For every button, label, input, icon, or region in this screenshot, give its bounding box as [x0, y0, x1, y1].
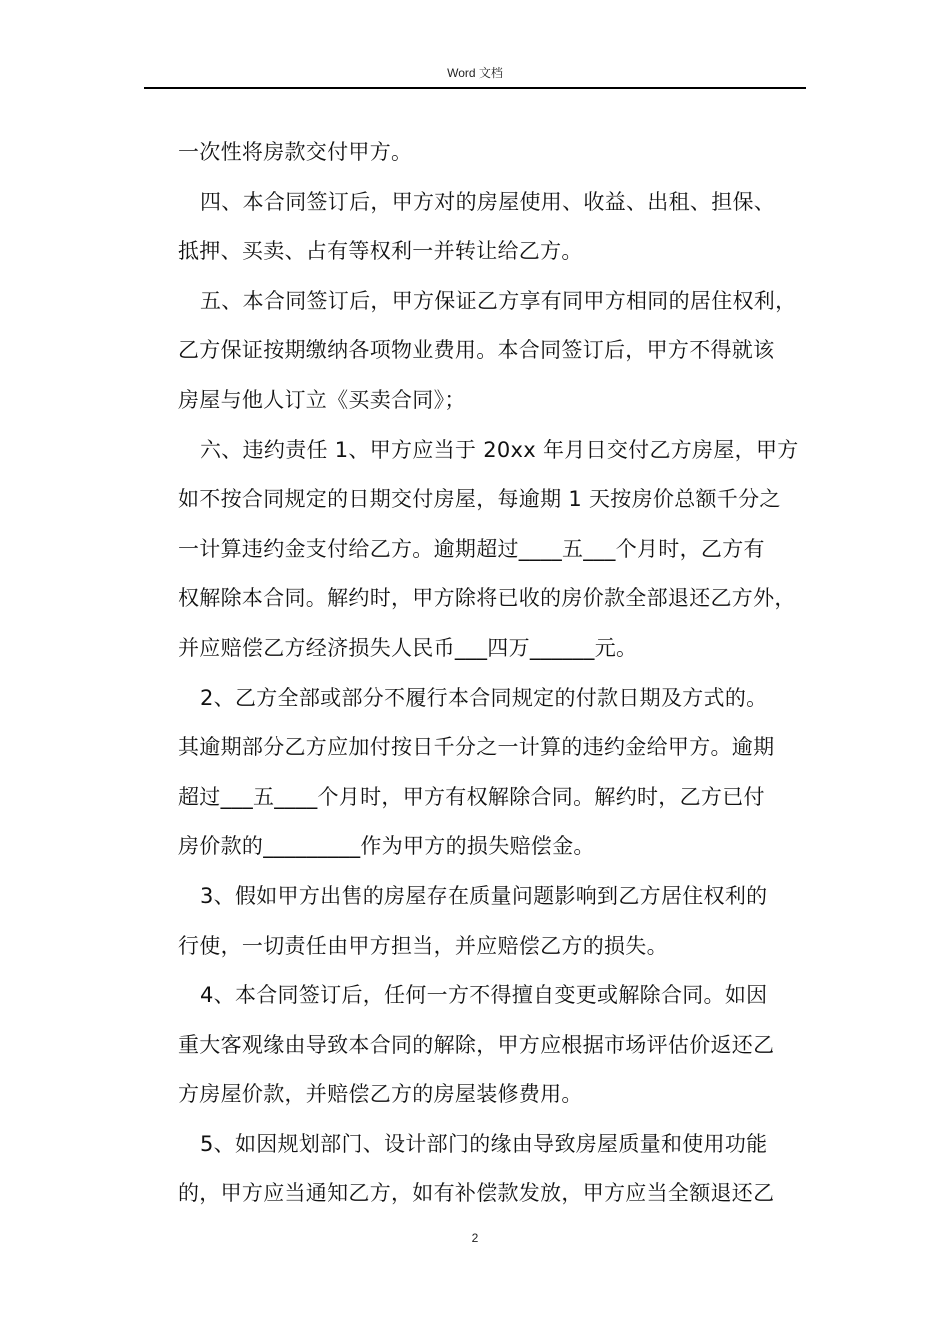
text-line: 3、假如甲方出售的房屋存在质量问题影响到乙方居住权利的 — [200, 883, 768, 908]
document-body — [178, 128, 818, 1219]
text-line: 行使，一切责任由甲方担当，并应赔偿乙方的损失。 — [178, 933, 668, 958]
text-line: 五、本合同签订后，甲方保证乙方享有同甲方相同的居住权利， — [200, 288, 797, 313]
text-line: 5、如因规划部门、设计部门的缘由导致房屋质量和使用功能 — [200, 1131, 768, 1156]
text-line: 4、本合同签订后，任何一方不得擅自变更或解除合同。如因 — [200, 983, 768, 1008]
page-header: Word 文档 — [447, 66, 503, 80]
page-number: 2 — [471, 1231, 479, 1245]
text-line: 2、乙方全部或部分不履行本合同规定的付款日期及方式的。 — [200, 685, 768, 710]
text-line: 房价款的_________作为甲方的损失赔偿金。 — [178, 834, 595, 859]
text-line: 抵押、买卖、占有等权利一并转让给乙方。 — [178, 239, 583, 264]
text-line: 四、本合同签订后，甲方对的房屋使用、收益、出租、担保、 — [200, 189, 776, 214]
text-line: 方房屋价款，并赔偿乙方的房屋装修费用。 — [178, 1082, 583, 1107]
header-divider — [144, 87, 806, 89]
text-line: 六、违约责任 1、甲方应当于 20xx 年月日交付乙方房屋，甲方 — [200, 437, 799, 462]
text-line: 超过___五____个月时，甲方有权解除合同。解约时，乙方已付 — [178, 784, 765, 809]
text-line: 并应赔偿乙方经济损失人民币___四万______元。 — [178, 635, 638, 660]
text-line: 其逾期部分乙方应加付按日千分之一计算的违约金给甲方。逾期 — [178, 735, 775, 760]
text-line: 一计算违约金支付给乙方。逾期超过____五___个月时，乙方有 — [178, 536, 765, 561]
text-line: 如不按合同规定的日期交付房屋，每逾期 1 天按房价总额千分之 — [178, 487, 781, 512]
text-line: 的，甲方应当通知乙方，如有补偿款发放，甲方应当全额退还乙 — [178, 1181, 775, 1206]
text-line: 权解除本合同。解约时，甲方除将已收的房价款全部退还乙方外， — [178, 586, 796, 611]
text-line: 一次性将房款交付甲方。 — [178, 140, 413, 164]
text-line: 重大客观缘由导致本合同的解除，甲方应根据市场评估价返还乙 — [178, 1032, 775, 1057]
text-line: 房屋与他人订立《买卖合同》； — [178, 387, 466, 412]
text-line: 乙方保证按期缴纳各项物业费用。本合同签订后，甲方不得就该 — [178, 338, 775, 363]
